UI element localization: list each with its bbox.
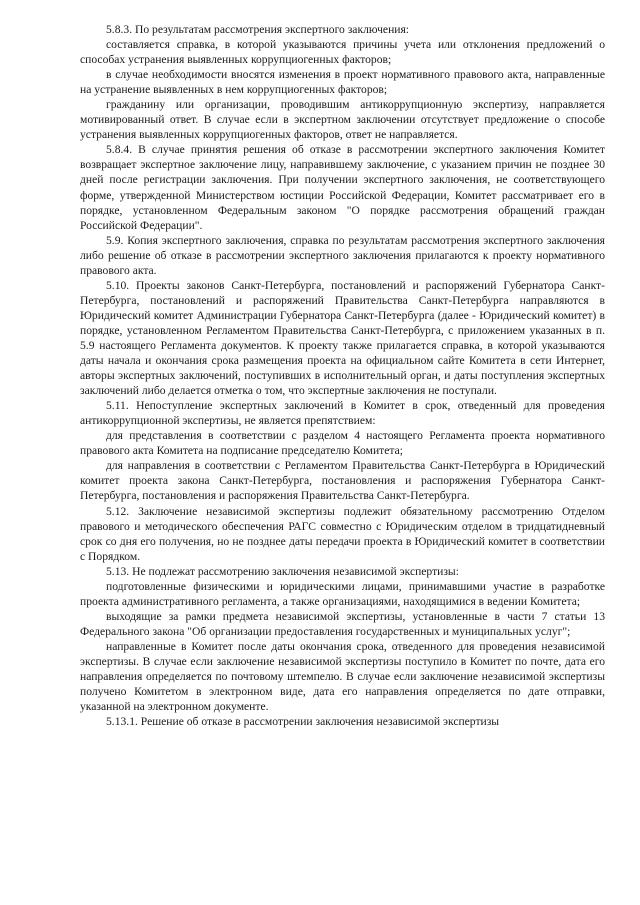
paragraph-izmeneniya: в случае необходимости вносятся изменения в проект нормативного правового акта, направленные на устранение выявленных в нем коррупциогенных факторов; — [80, 68, 605, 97]
document-body — [80, 22, 605, 729]
paragraph-5-11: 5.11. Непоступление экспертных заключений в Комитет в срок, отведенный для проведения антикоррупционной экспертизы, не является препятствием: — [80, 399, 605, 428]
paragraph-5-13: 5.13. Не подлежат рассмотрению заключения независимой экспертизы: — [106, 564, 459, 578]
paragraph-5-8-3: 5.8.3. По результатам рассмотрения экспертного заключения: — [106, 23, 410, 36]
paragraph-napravlenie: для направления в соответствии с Регламентом Правительства Санкт-Петербурга в Юридический комитет проекта закона Санкт-Петербурга, постановления и распоряжения Губернатора Санкт-Петербурга, постановления и распоряжения Правительства Санкт-Петербурга. — [80, 459, 605, 503]
paragraph-otvet: гражданину или организации, проводившим антикоррупционную экспертизу, направляется мотивированный ответ. В случае если в экспертном заключении отсутствует предложение о способе устранения выявленных коррупциогенных факторов, ответ не направляется. — [80, 98, 605, 142]
paragraph-napravlennye: направленные в Комитет после даты окончания срока, отведенного для проведения независимой экспертизы. В случае если заключение независимой экспертизы поступило в Комитет по почте, дата его направления определяется по почтовому штемпелю. В случае если заключение независимой экспертизы получено Комитетом в электронном виде, дата его направления определяется по дате отправки, указанной на электронном документе. — [80, 639, 605, 714]
paragraph-vykhodyashchie: выходящие за рамки предмета независимой экспертизы, установленные в части 7 статьи 13 Федерального закона "Об организации предоставления государственных и муниципальных услуг"; — [80, 609, 605, 638]
paragraph-5-9: 5.9. Копия экспертного заключения, справка по результатам рассмотрения экспертного заключения либо решение об отказе в рассмотрении экспертного заключения прилагаются к проекту нормативного правового акта. — [80, 233, 605, 277]
paragraph-5-8-4: 5.8.4. В случае принятия решения об отказе в рассмотрении экспертного заключения Комитет возвращает экспертное заключение лицу, направившему заключение, с указанием причин не позднее 30 дней после регистрации заключения. При получении экспертного заключения, не соответствующего форме, утвержденной Министерством юстиции Российской Федерации, Комитет рассматривает его в порядке, установленном Федеральным законом "О порядке рассмотрения обращений граждан Российской Федерации". — [80, 143, 605, 232]
paragraph-predstavlenie: для представления в соответствии с разделом 4 настоящего Регламента проекта нормативного правового акта Комитета на подписание председателю Комитета; — [80, 429, 605, 458]
paragraph-5-10: 5.10. Проекты законов Санкт-Петербурга, постановлений и распоряжений Губернатора Санкт-Петербурга, постановлений и распоряжений Правительства Санкт-Петербурга направляются в Юридический комитет Администрации Губернатора Санкт-Петербурга (далее - Юридический комитет) в порядке, установленном Регламентом Правительства Санкт-Петербурга, с приложением указанных в п. 5.9 настоящего Регламента документов. К проекту также прилагается справка, в которой указываются даты начала и окончания срока размещения проекта на официальном сайте Комитета в сети Интернет, авторы экспертных заключений, поступивших в исполнительный орган, и даты поступления экспертных заключений либо делается отметка о том, что экспертные заключения не поступали. — [80, 278, 605, 398]
paragraph-5-12: 5.12. Заключение независимой экспертизы подлежит обязательному рассмотрению Отделом правового и методического обеспечения РАГС совместно с Юридическим отделом в тридцатидневный срок со дня его получения, но не позднее даты передачи проекта в Юридический комитет в соответствии с Порядком. — [80, 504, 605, 563]
paragraph-5-13-1: 5.13.1. Решение об отказе в рассмотрении заключения независимой экспертизы — [106, 715, 500, 729]
paragraph-podgotovlennye: подготовленные физическими и юридическими лицами, принимавшими участие в разработке проекта административного регламента, а также организациями, находящимися в ведении Комитета; — [80, 579, 605, 608]
paragraph-spravka: составляется справка, в которой указываются причины учета или отклонения предложений о способах устранения выявленных коррупциогенных факторов; — [80, 38, 605, 67]
